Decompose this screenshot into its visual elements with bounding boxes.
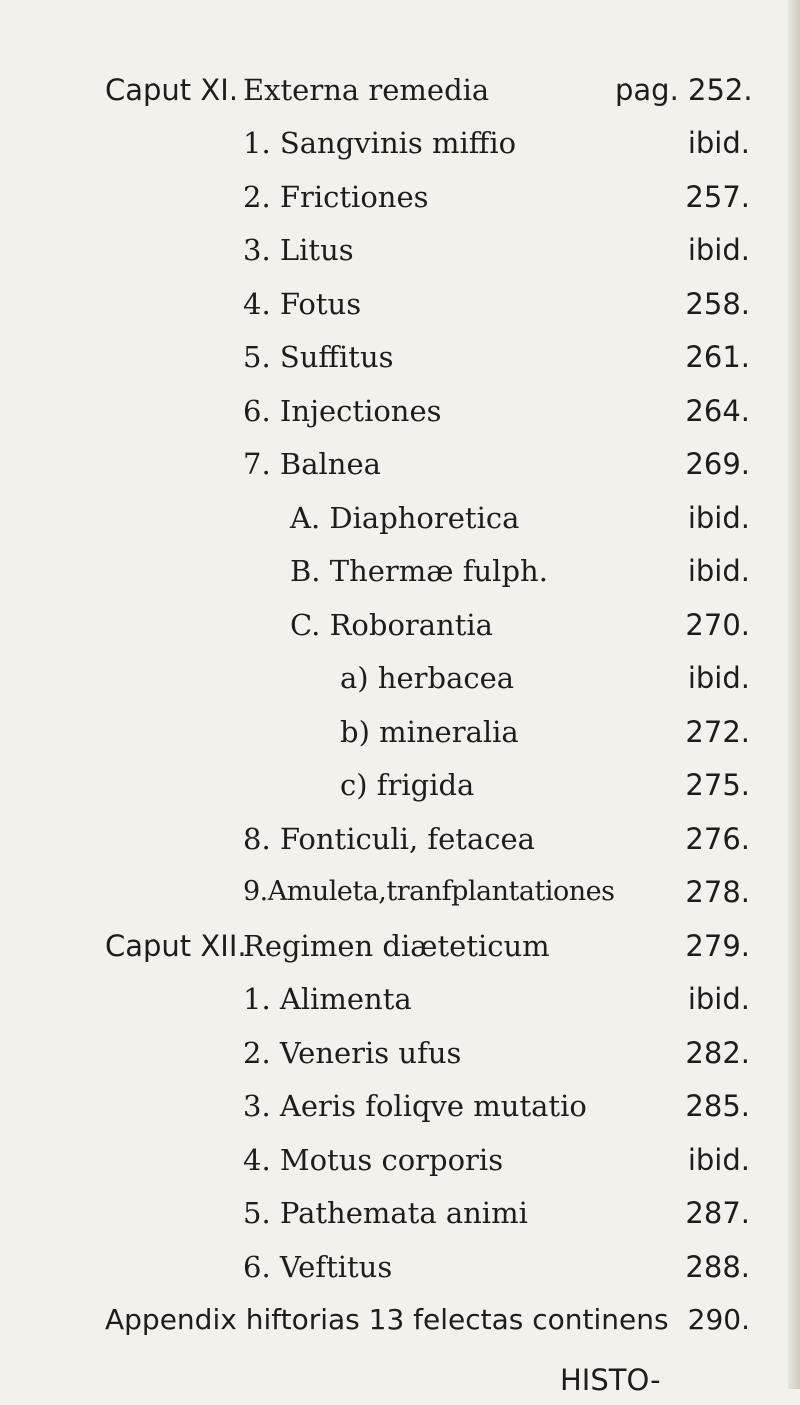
- entry-page: 264.: [685, 393, 750, 428]
- toc-entry: [0, 546, 800, 596]
- entry-page: ibid.: [687, 233, 750, 268]
- entry-page: 261.: [685, 340, 750, 375]
- entry-title: 8. Fonticuli, fetacea: [243, 821, 535, 856]
- toc-entry: [0, 760, 800, 810]
- chapter-11-title: Externa remedia: [243, 73, 490, 107]
- toc-entry: [0, 600, 800, 650]
- toc-entry: [0, 1028, 800, 1078]
- entry-title: 9.Amuleta,tranfplantationes: [243, 876, 615, 908]
- entry-title: c) frigida: [340, 768, 475, 803]
- entry-page: 258.: [685, 286, 750, 321]
- entry-title: 4. Fotus: [243, 286, 362, 321]
- entry-page: ibid.: [687, 126, 750, 161]
- appendix-title: Appendix hiftorias 13 felectas continens: [105, 1303, 669, 1337]
- chapter-12-title: Regimen diæteticum: [243, 928, 550, 963]
- entry-title: 6. Injectiones: [243, 393, 442, 428]
- entry-page: 272.: [685, 714, 750, 749]
- entry-page: ibid.: [687, 554, 750, 589]
- toc-entry: [0, 225, 800, 275]
- entry-title: A. Diaphoretica: [290, 500, 520, 535]
- entry-page: ibid.: [687, 982, 750, 1017]
- entry-title: b) mineralia: [340, 714, 519, 749]
- toc-entry: [0, 1135, 800, 1185]
- entry-title: 3. Litus: [243, 233, 354, 268]
- entry-page: 282.: [685, 1035, 750, 1070]
- toc-entry: [0, 386, 800, 436]
- toc-entry: [0, 1242, 800, 1292]
- entry-page: 257.: [685, 179, 750, 214]
- chapter-12-label: Caput XII.: [105, 928, 247, 963]
- entry-title: 2. Veneris ufus: [243, 1035, 462, 1070]
- toc-entry: [0, 867, 800, 917]
- entry-page: 288.: [685, 1249, 750, 1284]
- chapter-11-page: pag. 252.: [615, 73, 753, 107]
- toc-entry: [0, 439, 800, 489]
- toc-entry: [0, 493, 800, 543]
- toc-entry: [0, 332, 800, 382]
- entry-page: 285.: [685, 1089, 750, 1124]
- entry-page: 275.: [685, 768, 750, 803]
- toc-entry: [0, 1081, 800, 1131]
- toc-entry: [0, 707, 800, 757]
- entry-page: 287.: [685, 1196, 750, 1231]
- toc-entry: [0, 814, 800, 864]
- entry-title: 2. Frictiones: [243, 179, 429, 214]
- chapter-11-heading: [0, 65, 800, 115]
- entry-title: 5. Pathemata animi: [243, 1196, 528, 1231]
- entry-page: 269.: [685, 447, 750, 482]
- toc-entry: [0, 279, 800, 329]
- entry-title: 6. Veftitus: [243, 1249, 393, 1284]
- toc-entry: [0, 653, 800, 703]
- toc-entry: [0, 118, 800, 168]
- appendix-entry: [0, 1295, 800, 1345]
- toc-entry: [0, 172, 800, 222]
- entry-page: 270.: [685, 607, 750, 642]
- entry-page: ibid.: [687, 1142, 750, 1177]
- entry-title: 7. Balnea: [243, 447, 381, 482]
- entry-title: 5. Suffitus: [243, 340, 394, 375]
- entry-page: 278.: [685, 875, 750, 910]
- entry-title: 1. Alimenta: [243, 982, 412, 1017]
- toc-entry: [0, 1188, 800, 1238]
- entry-page: ibid.: [687, 500, 750, 535]
- entry-title: 1. Sangvinis miffio: [243, 126, 517, 161]
- chapter-12-page: 279.: [685, 928, 750, 963]
- chapter-12-heading: [0, 921, 800, 971]
- catchword: HISTO-: [560, 1363, 661, 1398]
- entry-title: C. Roborantia: [290, 607, 493, 642]
- entry-title: a) herbacea: [340, 661, 515, 696]
- appendix-page: 290.: [687, 1303, 750, 1337]
- toc-entry: [0, 974, 800, 1024]
- entry-title: 4. Motus corporis: [243, 1142, 504, 1177]
- entry-page: 276.: [685, 821, 750, 856]
- entry-page: ibid.: [687, 661, 750, 696]
- entry-title: B. Thermæ fulph.: [290, 554, 548, 589]
- entry-title: 3. Aeris foliqve mutatio: [243, 1089, 587, 1124]
- chapter-11-label: Caput XI.: [105, 73, 239, 107]
